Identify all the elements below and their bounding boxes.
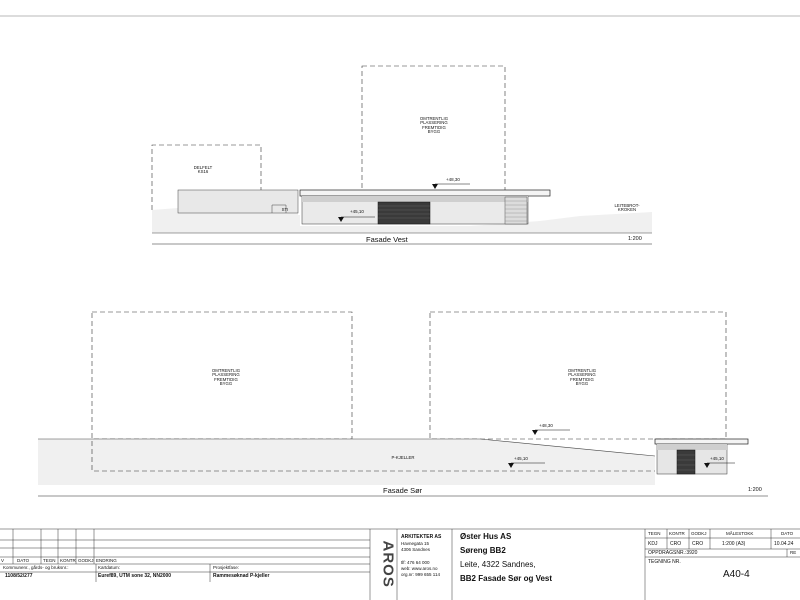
hdr-dato: DATO — [781, 531, 794, 536]
company-address-line-1: Havnegata 15 — [401, 541, 430, 546]
sor-level-top-marker — [532, 430, 538, 435]
fasade-sor-drawing — [38, 312, 768, 496]
hdr-tegn: TEGN — [648, 531, 661, 536]
oppdrag-nr: OPPDRAGSNR.:3920 — [648, 550, 698, 556]
project-name: Søreng BB2 — [460, 546, 506, 555]
vest-level-top-marker — [432, 184, 438, 189]
hdr-malestokk: MÅLESTOKK — [726, 531, 754, 536]
hdr-godkj: GODKJ — [691, 531, 707, 536]
tegning-number: A40-4 — [723, 569, 750, 580]
sor-pkjeller-label: P-KJELLER — [391, 455, 415, 460]
kartdatum-value: Euref89, UTM sone 32, NN2000 — [98, 573, 172, 579]
vest-future-building-label: OMTRENTLIG PLASSERING FREMTIDIG BYGG — [419, 116, 449, 134]
rev-label: RE — [790, 550, 797, 555]
vest-caption: Fasade Vest — [366, 235, 408, 244]
aros-logo: AROS — [379, 540, 397, 588]
rev-header-kontr: KONTR — [60, 558, 76, 563]
project-address: Leite, 4322 Sandnes, — [460, 560, 536, 569]
sheet-title: BB2 Fasade Sør og Vest — [460, 574, 553, 583]
rev-header-v: V — [1, 558, 5, 563]
tegning-label: TEGNING NR. — [648, 559, 681, 565]
sor-level-mid: +45,10 — [514, 456, 528, 461]
company-orgnr: org.nr: 999 655 114 — [401, 572, 440, 577]
sor-future-building-left-label: OMTRENTLIG PLASSERING FREMTIDIG BYGG — [211, 368, 241, 386]
rev-header-dato: DATO — [17, 558, 30, 563]
client-name: Øster Hus AS — [460, 532, 512, 541]
hdr-kontr: KONTR — [669, 531, 685, 536]
val-tegn: KDJ — [648, 541, 658, 547]
val-kontr: CRO — [670, 541, 682, 547]
fasade-vest-drawing — [152, 66, 652, 244]
val-dato: 10.04.24 — [774, 541, 794, 547]
sor-level-top: +48,30 — [539, 423, 553, 428]
rev-header-godkj: GODKJ — [78, 558, 94, 563]
sor-caption: Fasade Sør — [383, 486, 423, 495]
company-phone: tlf: 476 64 000 — [401, 560, 430, 565]
vest-delfelt-label: DELFELT KS16 — [193, 165, 213, 175]
company-address-line-2: 4306 Sandnes — [401, 547, 431, 552]
sor-future-building-right-label: OMTRENTLIG PLASSERING FREMTIDIG BYGG — [567, 368, 597, 386]
prosjekt-value: Rammesøknad P-kjeller — [213, 573, 270, 579]
company-name: ARKITEKTER AS — [401, 534, 442, 540]
rev-header-endring: ENDRING — [96, 558, 117, 563]
vest-level-top: +48,30 — [446, 177, 460, 182]
val-malestokk: 1:200 (A3) — [722, 541, 746, 547]
vest-sti-label: STI — [281, 207, 289, 212]
vest-leitebrot-label: LEITEBROT- KROKEN — [614, 203, 640, 213]
vest-level-low: +45,10 — [350, 209, 364, 214]
sor-scale: 1:200 — [748, 487, 762, 493]
kartdatum-label: Kartdatum: — [98, 565, 121, 570]
kommune-label: Kommunenr., gårds- og bruksnr.: — [3, 565, 69, 570]
company-web: web: www.aros.no — [401, 566, 438, 571]
vest-scale: 1:200 — [628, 236, 642, 242]
prosjekt-label: Prosjektfase: — [213, 565, 240, 570]
rev-header-tegn: TEGN — [43, 558, 56, 563]
sor-level-right: +45,10 — [710, 456, 724, 461]
kommune-value: 1108/52/277 — [5, 573, 33, 579]
val-godkj: CRO — [692, 541, 704, 547]
